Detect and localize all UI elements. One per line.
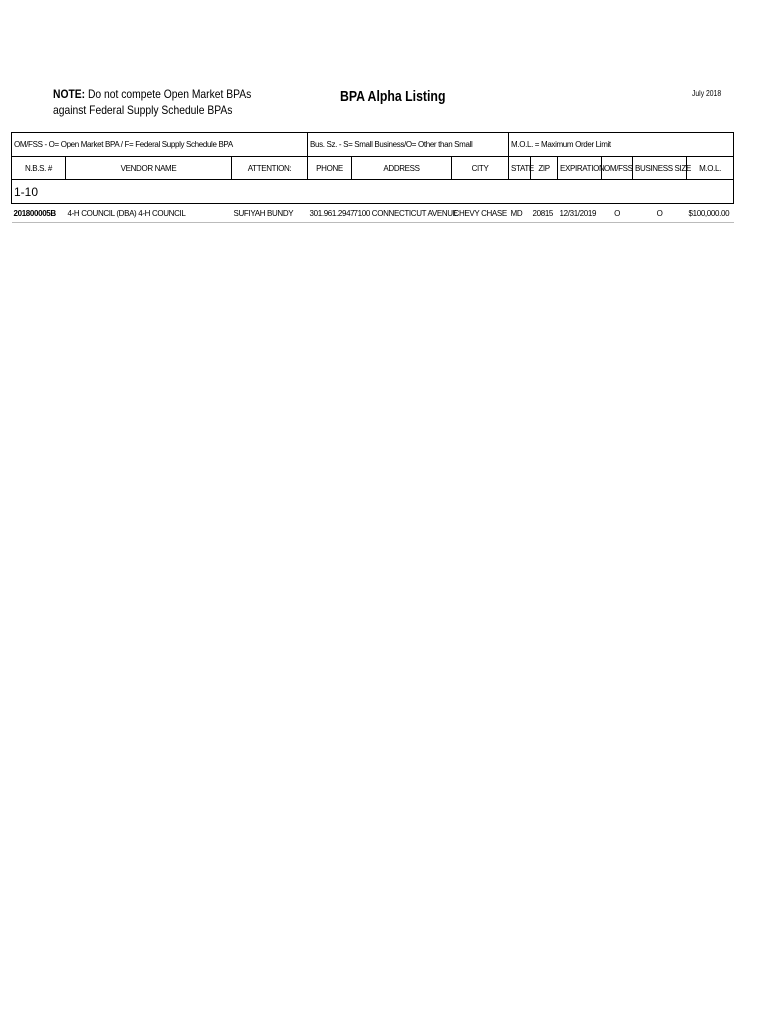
cell-city: CHEVY CHASE — [452, 204, 509, 223]
cell-business-size: O — [633, 204, 687, 223]
col-header-city: CITY — [452, 157, 509, 180]
legend-mol: M.O.L. = Maximum Order Limit — [509, 133, 734, 157]
col-header-attention: ATTENTION: — [232, 157, 308, 180]
group-row — [12, 180, 734, 204]
note-line-2: against Federal Supply Schedule BPAs — [53, 103, 233, 117]
page-title: BPA Alpha Listing — [340, 88, 446, 105]
legend-om-fss: OM/FSS - O= Open Market BPA / F= Federal Supply Schedule BPA — [12, 133, 308, 157]
note-text — [53, 86, 251, 118]
report-date: July 2018 — [692, 89, 722, 98]
bpa-listing-table — [11, 132, 734, 223]
col-header-address: ADDRESS — [352, 157, 452, 180]
cell-expiration: 12/31/2019 — [558, 204, 602, 223]
note-line-1: Do not compete Open Market BPAs — [85, 87, 252, 101]
cell-phone: 301.961.2947 — [308, 204, 352, 223]
cell-vendor-name: 4-H COUNCIL (DBA) 4-H COUNCIL — [66, 204, 232, 223]
col-header-expiration: EXPIRATION — [558, 157, 602, 180]
cell-om-fss: O — [602, 204, 633, 223]
cell-state: MD — [509, 204, 531, 223]
col-header-zip: ZIP — [531, 157, 558, 180]
col-header-nbs: N.B.S. # — [12, 157, 66, 180]
legend-row — [12, 133, 734, 157]
cell-mol: $100,000.00 — [687, 204, 734, 223]
cell-address: 7100 CONNECTICUT AVENUE — [352, 204, 452, 223]
table-row — [12, 204, 734, 223]
column-header-row — [12, 157, 734, 180]
legend-business-size: Bus. Sz. - S= Small Business/O= Other than Small — [308, 133, 509, 157]
col-header-om-fss: OM/FSS — [602, 157, 633, 180]
cell-zip: 20815 — [531, 204, 558, 223]
col-header-mol: M.O.L. — [687, 157, 734, 180]
note-label: NOTE: — [53, 87, 86, 101]
col-header-business-size: BUSINESS SIZE — [633, 157, 687, 180]
group-label: 1-10 — [12, 180, 734, 204]
col-header-phone: PHONE — [308, 157, 352, 180]
col-header-vendor-name: VENDOR NAME — [66, 157, 232, 180]
cell-attention: SUFIYAH BUNDY — [232, 204, 308, 223]
cell-nbs: 201800005B — [12, 204, 66, 223]
col-header-state: STATE — [509, 157, 531, 180]
